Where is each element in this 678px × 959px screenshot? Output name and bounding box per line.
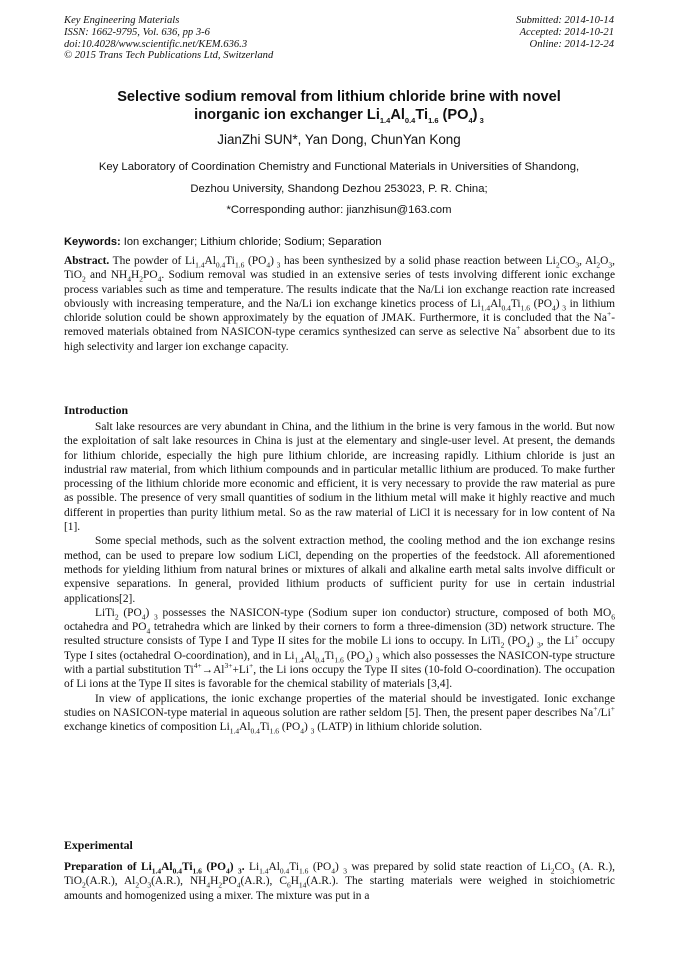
copyright: © 2015 Trans Tech Publications Ltd, Switzerland <box>64 50 274 62</box>
abstract: Abstract. The powder of $Li_{1.4}Al_{0.4}Ti_{1.6}$ $(PO_4)$ $_3$ has been synthesized by a solid phase reaction between $Li_2CO_3$, $Al_2O_3$, TiO$_2$ and $NH_4H_2PO_4$. Sodium removal was studied in an extensive series of tests involving different ionic exchange process variables such as time and temperature. The results indicate that the Na/Li ion exchange reaction rate increased obviously with increasing temperature, and the Na/Li ion exchange kinetics process of $Li_{1.4}Al_{0.4}Ti_{1.6}$ $(PO_4)$ $_3$ in lithium chloride solution could be shown approximately by the equation of JMAK. Furthermore, it is concluded that the Na+-removed materials obtained from NASICON-type ceramics synthesized can serve as selective Na+ absorbent due to its high selectivity and larger ion exchange capacity. <box>64 255 616 353</box>
intro-paragraph-2: Some special methods, such as the solvent extraction method, the cooling method and the ion exchange resins method, can be used to prepare low sodium LiCl, depending on the properties of the feedstock. All aforementioned methods for yielding lithium from natural brines or mixtures of alkali and alkaline earth metal salts involve difficult or expensive separations. In general, provided lithium products of sufficient purity for use in certain industrial applications[2]. <box>64 535 615 605</box>
preparation-subheading: Preparation of $Li_{1.4}Al_{0.4}Ti_{1.6}$ $(PO_4)$ $_3$. <box>64 861 245 876</box>
introduction-body <box>64 420 615 735</box>
intro-paragraph-1: Salt lake resources are very abundant in China, and the lithium in the brine is very famous in the world. But now the exploitation of salt lake resources in China is just at the elementary and single-user level. At present, the demands for lithium chloride, especially the high pure lithium chloride, are increasing rapidly. Lithium chloride is just an industrial raw material, from which lithium compounds and in particular metallic lithium are produced. To make further processing of the lithium chloride more economic and efficient, it is very necessary to provide the raw material as pure as possible. The presence of very small quantities of sodium in the lithium metal will make it highly reactive and much different in properties than purity lithium metal. So as the raw material of LiCl it is necessary for in low content of Na [1]. <box>64 421 615 534</box>
journal-info <box>64 15 273 62</box>
submitted-date: Submitted: 2014-10-14 <box>516 15 614 26</box>
affiliation: Key Laboratory of Coordination Chemistry and Functional Materials in Universities of Shandong, Dezhou University, Shandong Dezhou 253023, P. R. China; *Corresponding author: jianzhisun@163.com <box>40 157 638 222</box>
intro-paragraph-4: In view of applications, the ionic exchange properties of the material should be investigated. Ionic exchange studies on NASICON-type material in aqueous solution are rather seldom [5]. Then, the present paper describes Na+/Li+ exchange kinetics of composition $Li_{1.4}Al_{0.4}Ti_{1.6}$ $(PO_4)$ $_3$ (LATP) in lithium chloride solution. <box>64 692 615 736</box>
accepted-date: Accepted: 2014-10-21 <box>519 26 614 38</box>
online-date: Online: 2014-12-24 <box>529 38 614 50</box>
journal-name: Key Engineering Materials <box>64 15 180 26</box>
experimental-heading: Experimental <box>64 838 133 852</box>
authors: JianZhi SUN*, Yan Dong, ChunYan Kong <box>217 132 461 147</box>
dates-info <box>516 15 614 50</box>
paper-title: Selective sodium removal from lithium chloride brine with novel inorganic ion exchanger $Li_{1.4}Al_{0.4}Ti_{1.6}$ $(PO_4)$ $_3$ <box>117 89 561 125</box>
experimental-body: Preparation of $Li_{1.4}Al_{0.4}Ti_{1.6}$ $(PO_4)$ $_3$. $Li_{1.4}Al_{0.4}Ti_{1.6}$ $(PO_4)$ $_3$ was prepared by solid state reaction of $Li_2CO_3$ (A. R.), TiO$_2$(A.R.), $Al_2O_3(A.R.)$, $NH_4H_2PO_4(A.R.)$, $C_6H_{14}(A.R.)$. The starting materials were weighed in stoichiometric amounts and homogenized using a mixer. The mixture was put in a <box>64 861 615 902</box>
introduction-heading: Introduction <box>64 403 129 417</box>
issn: ISSN: 1662-9795, Vol. 636, pp 3-6 <box>64 26 210 38</box>
intro-paragraph-3: LiTi$_2$ $(PO_4)$ $_3$ possesses the NASICON-type (Sodium super ion conductor) structure, composed of both $MO_6$ octahedra and $PO_4$ tetrahedra which are linked by their corners to form a three-dimension (3D) network structure. The resulted structure consists of Type I and Type II sites for the mobile Li ions to occupy. In LiTi$_2$ $(PO_4)$ $_3$, the Li+ occupy Type I sites (octahedral O-coordination), and in $Li_{1.4}Al_{0.4}Ti_{1.6}$ $(PO_4)$ $_3$ which also possesses the NASICON-type structure with a partial substitution $Ti^{4+}\to Al^{3+}+Li^+$, the Li ions occupy the Type II sites (10-fold O-coordination). The occupation of Li ions at the Type II sites is favorable for the chemical stability of materials [3,4]. <box>64 606 615 691</box>
doi: doi:10.4028/www.scientific.net/KEM.636.3 <box>64 38 248 50</box>
keywords: Keywords: Ion exchanger; Lithium chloride; Sodium; Separation <box>64 236 382 248</box>
corresponding-author: *Corresponding author: jianzhisun@163.com <box>226 204 452 216</box>
